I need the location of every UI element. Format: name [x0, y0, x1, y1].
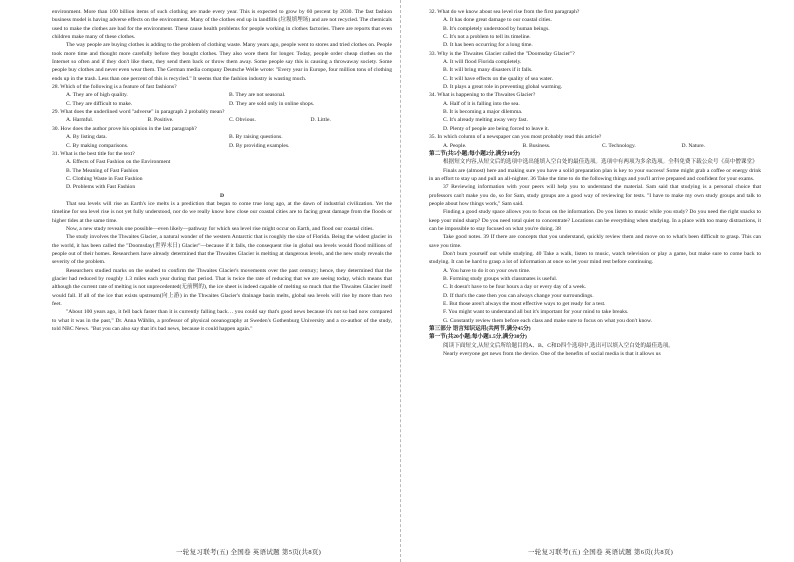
question-35: 35. In which column of a newspaper can you most probably read this article? [429, 134, 602, 141]
passage-c-paragraph: environment. More than 100 billion items of such clothing are made every year. This is expected to grow by 60 percent by 2030. The fast fashion business model is having adverse effects on the environment. Many of the clothes end up in landfills (垃圾填埋场) and are not recycled. The chemicals used to make the clothes are bad for the environment. These cause health problems for people working in clothes factories. There are reports that even children make many of these clothes. [52, 9, 392, 41]
question-33: 33. Why is the Thwaites Glacier called the "Doomsday Glacier"? [429, 50, 575, 57]
option: D. They are sold only in online shops. [229, 100, 315, 107]
option: B. Positive. [147, 117, 174, 124]
option: D. By providing examples. [229, 142, 290, 149]
option: D. If that's the case then you can always change your surroundings. [443, 292, 594, 299]
options-row [429, 142, 761, 150]
question-28: 28. Which of the following is a feature of fast fashions? [52, 84, 177, 91]
option: D. Nature. [681, 142, 705, 149]
passage-c-paragraph: The way people are buying clothes is adding to the problem of clothing waste. Many years ago, people went to stores and tried clothes on. People took more time and thought more carefully before they bought clothes. They also wore them for longer. Today, people order cheap clothes on the Internet so often and if they don't like them, they send them back or throw them away. Some people say this is causing a throwaway society. Some people buy clothes and never even wear them. The German media company Deutsche Welle wrote: "Every year in Europe, four million tons of clothing ends up in the trash. Less than one percent of this is recycled." It seems that the fashion industry is wasting much. [52, 42, 392, 82]
option: C. Clothing Waste in Fast Fashion [66, 175, 143, 182]
page-footer-left: 一轮复习联考(五) 全国卷 英语试题 第5页(共8页) [176, 549, 322, 556]
option: B. It is becoming a major dilemma. [443, 109, 523, 116]
options-row [52, 133, 392, 141]
option: B. They are not seasonal. [229, 92, 286, 99]
option: A. It has done great damage to our coastal cities. [443, 17, 552, 24]
section-1-instructions: 阅读下面短文,从短文后所给题目的A、B、C和D四个选项中,选出可以填入空白处的最佳选项。 [443, 342, 674, 349]
option: G. Constantly review them before each class and make sure to focus on what you don't know. [443, 317, 653, 324]
option: D. It plays a great role in preventing global warming. [443, 84, 563, 91]
option: A. By listing data. [66, 134, 107, 141]
option: D. Problems with Fast Fashion [66, 184, 136, 191]
option: C. By making comparisons. [66, 142, 129, 149]
page-footer-right: 一轮复习联考(五) 全国卷 英语试题 第6页(共8页) [528, 549, 674, 556]
option: B. By raising questions. [229, 134, 283, 141]
option: A. Effects of Fast Fashion on the Environment [66, 159, 171, 166]
page-divider [400, 0, 401, 562]
passage-d-paragraph: "About 100 years ago, it fell back faster than it is currently falling back… you could say that's good news because it's not so bad now compared to what it was in the past," Dr. Anna Wåhlin, a professor of physical oceanography at Sweden's Gothenburg University and a co-author of the study, told NBC News. "But you can also say that it's bad news, because it could happen again." [52, 309, 392, 333]
option: A. Harmful. [66, 117, 94, 124]
option: B. Business. [522, 142, 551, 149]
passage-e-paragraph: Take good notes. 39 If there are concepts that you understand, quickly review them and move on to what's been difficult to grasp. This can save you time. [429, 234, 761, 249]
option: B. It's completely understood by human beings. [443, 25, 550, 32]
option: C. Technology. [602, 142, 636, 149]
options-row [52, 100, 392, 108]
passage-d-paragraph: Now, a new study reveals one possible—even likely—pathway for which sea level rise might occur on Earth, and flood our coastal cities. [66, 225, 374, 232]
section-1-title: 第一节(共20小题;每小题1.5分,满分30分) [429, 334, 527, 341]
passage-e-paragraph: 37 Reviewing information with your peers will help you to understand the material. Sam said that studying is a personal choice that professors can't make you do, so for Sam, study groups are a good way of reviewing for tests. "I have to make my own study groups and talk to people about how things work," Sam said. [429, 184, 761, 207]
option: C. It's not a problem to tell its timeline. [443, 34, 531, 41]
option: C. They are difficult to make. [66, 100, 133, 107]
passage-f-paragraph: Nearly everyone get news from the device. One of the benefits of social media is that it allows us [443, 351, 661, 358]
option: B. It will bring many disasters if it falls. [443, 67, 533, 74]
passage-d-paragraph: The study involves the Thwaites Glacier, a natural wonder of the western Antarctic that is roughly the size of Florida. Being the widest glacier in the world, it has been called the "Doomsday(世界末日) Glacier"—because if it falls, the consequent rise in global sea levels would flood millions of people out of their homes. Researchers have already determined that the Thwaites Glacier is melting at dangerous levels, and the new study reveals the severity of the problem. [52, 234, 392, 266]
passage-d-paragraph: That sea levels will rise as Earth's ice melts is a prediction that began to come true long ago, at the dawn of industrial civilization. Yet the timeline for sea level rise is not yet fully understood, nor do we really know how close our coastal cities are to facing great damage from the floods or higher tides at the same time. [52, 200, 392, 224]
option: E. But those aren't always the most effective ways to get ready for a test. [443, 301, 606, 308]
option: C. It's already melting away very fast. [443, 117, 528, 124]
option: C. It doesn't have to be four hours a day or every day of a week. [443, 284, 587, 291]
option: B. Forming study groups with classmates is useful. [443, 276, 558, 282]
passage-d-paragraph: Researchers studied marks on the seabed to confirm the Thwaites Glacier's movements over the past century; hence, they determined that the glacier had reduced by roughly 1.3 miles each year during that period. That is twice the rate of reducing that we are seeing today, which means that although the current rate of melting is not unprecedented(无前例的), the ice sheet is indeed capable of melting so much that the Thwaites Glacier itself would fall. If all of the ice that exists upstream(向上游) in the Thwaites Glacier's drainage basin melts, global sea levels will rise by more than two feet. [52, 267, 392, 308]
options-row [52, 142, 392, 150]
option: A. People. [443, 142, 467, 149]
option: C. Obvious. [229, 117, 256, 124]
section-2-title: 第二节(共5小题;每小题2分,满分10分) [429, 150, 520, 157]
question-30: 30. How does the author prove his opinion in the last paragraph? [52, 125, 197, 132]
options-row [52, 116, 392, 124]
passage-e-paragraph: Don't burn yourself out while studying. 40 Take a walk, listen to music, watch television or play a game, but make sure to come back to studying. It can be hard to grasp a lot of information at once so let your mind rest before continuing. [429, 250, 761, 266]
options-row [52, 91, 392, 99]
passage-e-paragraph: Finding a good study space allows you to focus on the information. Do you listen to music while you study? Do you need the right snacks to keep your mind sharp? Do you need total quiet to concentrate? Locations can be everything when studying. In a place with too many distractions, it can be impossible to stay focused on what you're doing. 38 [429, 209, 761, 232]
option: D. It has been occurring for a long time. [443, 42, 533, 49]
left-page [52, 8, 392, 333]
option: F. You might want to understand all but it's important for your mind to take breaks. [443, 309, 629, 316]
right-page [429, 8, 761, 358]
section-2-instructions: 根据短文内容,从短文后的选项中选出能填入空白处的最佳选项。选项中有两项为多余选项。全科免费下载公众号《高中僧课堂》 [443, 159, 758, 166]
question-32: 32. What do we know about sea level rise from the first paragraph? [429, 9, 580, 15]
option: D. Plenty of people are being forced to leave it. [443, 125, 550, 132]
option: A. It will flood Florida completely. [443, 59, 522, 66]
passage-e-paragraph: Finals are (almost) here and making sure you have a solid preparation plan is key to your success! Some might grab a coffee or energy drink in an effort to stay up and pull an all-nighter. 36 Take the time to do the following things and you'll arrive prepared and confident for your exams. [429, 167, 761, 182]
option: D. Little. [310, 117, 331, 124]
question-34: 34. What is happening to the Thwaites Glacier? [429, 92, 536, 99]
passage-d-heading: D [219, 192, 225, 199]
question-31: 31. What is the best title for the text? [52, 150, 135, 157]
question-29: 29. What does the underlined word "adverse" in paragraph 2 probably mean? [52, 109, 225, 116]
option: A. They are of high quality. [66, 92, 128, 99]
option: C. It will have effects on the quality of sea water. [443, 75, 553, 82]
option: B. The Meaning of Fast Fashion [66, 167, 139, 174]
option: A. Half of it is falling into the sea. [443, 100, 520, 107]
option: A. You have to do it on your own time. [443, 267, 531, 274]
part-3-title: 第三部分 语言知识运用(共两节,满分45分) [429, 326, 531, 333]
